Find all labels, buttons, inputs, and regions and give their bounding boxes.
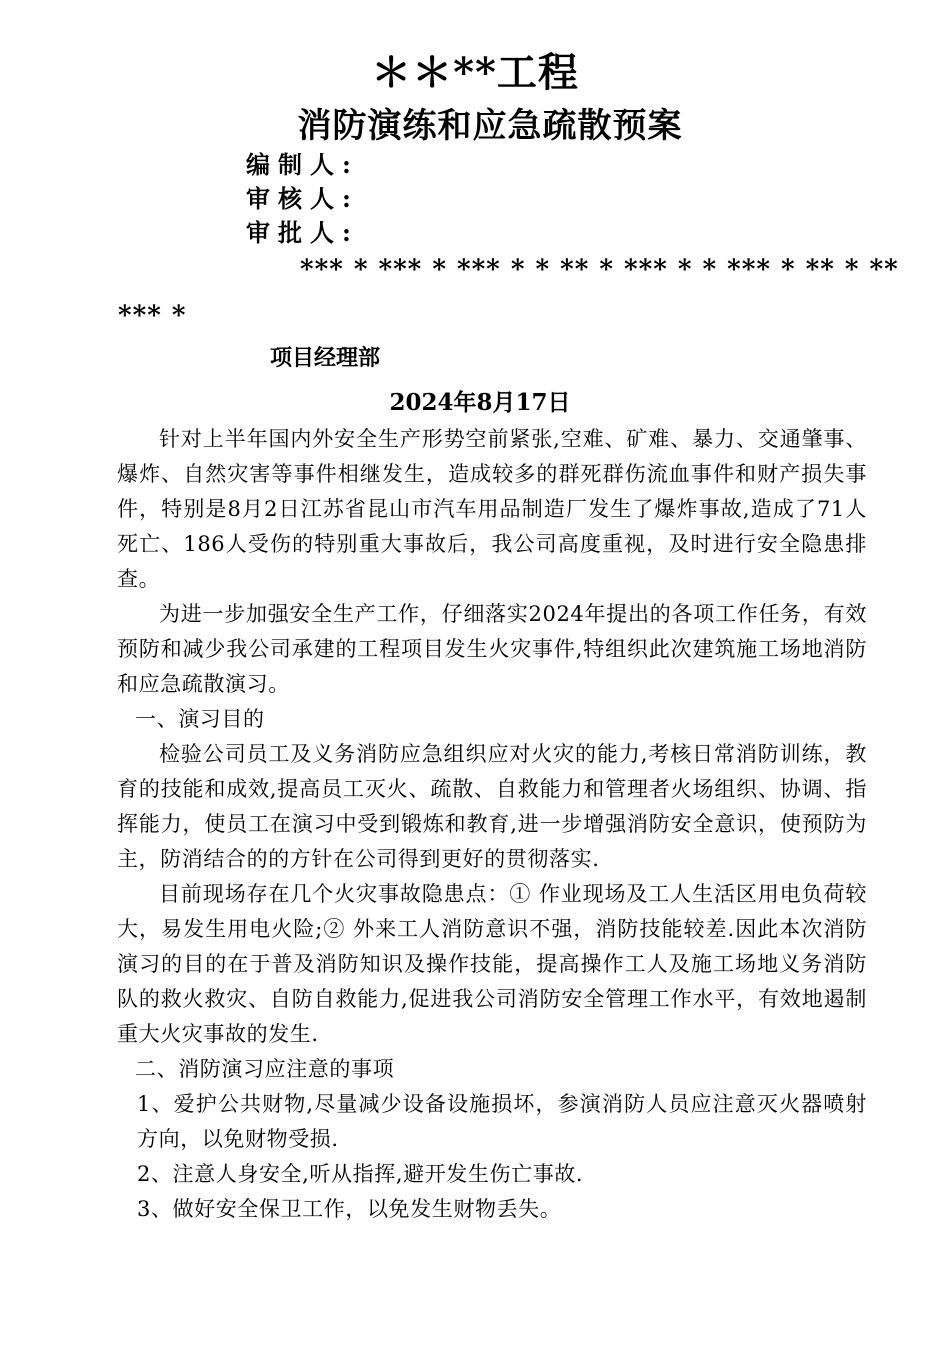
department-name: 项目经理部 [270, 345, 381, 371]
list-item: 1、爱护公共财物,尽量减少设备设施损坏，参演消防人员应注意灭火器喷射方向，以免财物受损. [137, 1092, 867, 1151]
section-heading-drill-objective: 一、演习目的 [135, 707, 265, 731]
paragraph-objective: 检验公司员工及义务消防应急组织应对火灾的能力,考核日常消防训练，教育的技能和成效,提高员工灭火、疏散、自救能力和管理者火场组织、协调、指挥能力，使员工在演习中受到锻炼和教育,进一步增强消防安全意识，使预防为主，防消结合的的方针在公司得到更好的贯彻落实. [117, 742, 867, 871]
document-body [117, 422, 867, 1227]
list-item: 3、做好安全保卫工作，以免发生财物丢失。 [137, 1197, 562, 1221]
list-item: 2、注意人身安全,听从指挥,避开发生伤亡事故. [137, 1162, 584, 1186]
document-title: 消防演练和应急疏散预案 [297, 106, 683, 146]
reviewer-label: 审核人: [246, 184, 359, 213]
compiler-label: 编制人: [246, 150, 359, 179]
masked-text-line-1: *** * *** * *** * * ** * *** * * *** * ** * ** [300, 255, 899, 285]
approver-label: 审批人: [246, 218, 359, 247]
paragraph-background: 针对上半年国内外安全生产形势空前紧张,空难、矿难、暴力、交通肇事、爆炸、自然灾害等事件相继发生，造成较多的群死群伤流血事件和财产损失事件，特别是8月2日江苏省昆山市汽车用品制造厂发生了爆炸事故,造成了71人死亡、186人受伤的特别重大事故后，我公司高度重视，及时进行安全隐患排查。 [117, 427, 867, 591]
document-date: 2024年8月17日 [389, 389, 571, 416]
project-title: ＊＊**工程 [371, 49, 579, 96]
paragraph-purpose: 为进一步加强安全生产工作，仔细落实2024年提出的各项工作任务，有效预防和减少我公司承建的工程项目发生火灾事件,特组织此次建筑施工场地消防和应急疏散演习。 [117, 602, 867, 696]
paragraph-hazards: 目前现场存在几个火灾事故隐患点：① 作业现场及工人生活区用电负荷较大，易发生用电火险;② 外来工人消防意识不强，消防技能较差.因此本次消防演习的目的在于普及消防知识及操作技能，提高操作工人及施工场地义务消防队的救火救灾、自防自救能力,促进我公司消防安全管理工作水平，有效地遏制重大火灾事故的发生. [117, 882, 867, 1046]
masked-text-line-2: *** * [118, 301, 187, 331]
section-heading-precautions: 二、消防演习应注意的事项 [135, 1057, 395, 1081]
